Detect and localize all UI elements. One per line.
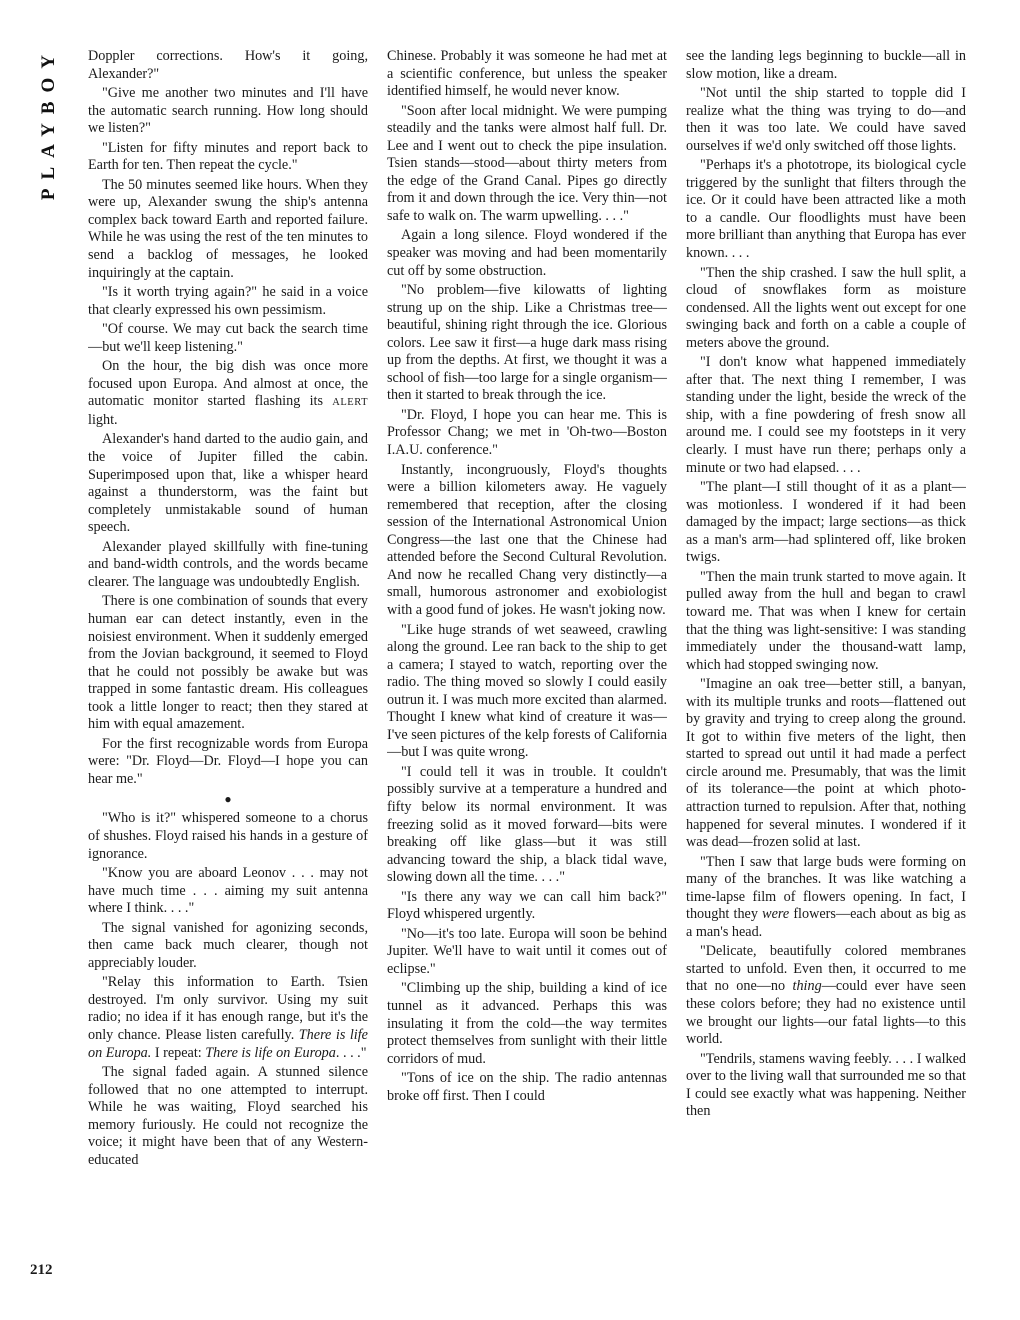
paragraph: "Tendrils, stamens waving feebly. . . . I walked over to the living wall that surrounded me so that I could see exactly what was happening. Neither then (686, 1050, 966, 1120)
paragraph: "I could tell it was in trouble. It couldn't possibly survive at a temperature a hundred and fifty below its normal environment. It was freezing solid as it moved forward—bits were breaking off like glass—but it was still advancing toward the ship, a black tidal wave, slowing down all the time. . . ." (387, 763, 667, 886)
paragraph: "No—it's too late. Europa will soon be behind Jupiter. We'll have to wait until it comes out of eclipse." (387, 925, 667, 977)
text-run: "Then I saw that large buds were forming on many of the branches. It was like watching a time-lapse film of flowers opening. In fact, I thought they (686, 853, 966, 923)
paragraph: "The plant—I still thought of it as a plant—was motionless. I wondered if it had been damaged by the impact; large sections—as thick as a man's arm—had splintered off, like broken twigs. (686, 479, 966, 566)
paragraph: For the first recognizable words from Europa were: "Dr. Floyd—Dr. Floyd—I hope you can hear me." (88, 735, 368, 787)
paragraph: "Imagine an oak tree—better still, a banyan, with its multiple trunks and roots—flattened out by gravity and trying to creep along the ground. It got to within five meters of the light, then started to spread out until it had made a perfect circle around me. Presumably, that was the limit of its tolerance—the point at which photo-attraction turned to repulsion. After that, nothing happened for several minutes. I wondered if it was dead—frozen solid at last. (686, 676, 966, 851)
italic-text: were (762, 906, 790, 923)
paragraph (88, 974, 368, 1062)
paragraph (686, 943, 966, 1048)
paragraph: The 50 minutes seemed like hours. When they were up, Alexander swung the ship's antenna complex back toward Earth and reported failure. While he was using the rest of the ten minutes to send a backlog of messages, he looked inquiringly at the captain. (88, 176, 368, 281)
paragraph: Alexander's hand darted to the audio gain, and the voice of Jupiter filled the cabin. Superimposed upon that, like a whisper heard against a thunderstorm, was the faint but completely unmistakable sound of human speech. (88, 431, 368, 536)
paragraph: "I don't know what happened immediately after that. The next thing I remember, I was standing under the light, beside the wreck of the ship, with a fine powdering of fresh snow all around me. I could see my footsteps in it very clearly. I must have run there; perhaps only a minute or two had elapsed. . . . (686, 354, 966, 476)
text-column-2 (387, 48, 667, 1298)
paragraph: "Soon after local midnight. We were pumping steadily and the tanks were almost half full. Dr. Lee and I went out to check the pipe insulation. Tsien stands—stood—about thirty meters from the edge of the Grand Canal. Pipes go directly from it and down through the ice. Very thin—not safe to walk on. The warm upwelling. . . ." (387, 102, 667, 224)
text-run: "Delicate, beautifully colored membranes started to unfold. Even then, it occurred to me that no one—no (686, 943, 966, 995)
paragraph: "Who is it?" whispered someone to a chorus of shushes. Floyd raised his hands in a gesture of ignorance. (88, 810, 368, 862)
paragraph: "Give me another two minutes and I'll have the automatic search running. How long should we listen?" (88, 85, 368, 137)
paragraph: "Like huge strands of wet seaweed, crawling along the ground. Lee ran back to the ship to get a camera; I stayed to watch, reporting over the radio. The thing moved so slowly I could easily outrun it. I was much more excited than alarmed. Thought I knew what kind of creature it was—I've seen pictures of the kelp forests of California—but I was quite wrong. (387, 621, 667, 761)
alert-small-caps: ALERT (332, 397, 368, 409)
paragraph: "Perhaps it's a phototrope, its biological cycle triggered by the sunlight that filters through the ice. Or it could have been attracted like a moth to a candle. Our floodlights must have been more brilliant than anything that Europa has ever known. . . . (686, 157, 966, 262)
paragraph (88, 358, 368, 429)
text-column-3 (686, 48, 966, 1298)
text-run: "Relay this information to Earth. Tsien destroyed. I'm only survivor. Using my suit radio; no idea if it has enough range, but it's the only chance. Please listen carefully. (88, 974, 368, 1043)
paragraph: "Know you are aboard Leonov . . . may not have much time . . . aiming my suit antenna where I think. . . ." (88, 865, 368, 917)
text-run: light. (88, 411, 118, 428)
text-column-1 (88, 48, 368, 1298)
section-break-bullet: ● (224, 792, 232, 807)
paragraph: "Climbing up the ship, building a kind of ice tunnel as it advanced. Perhaps this was insulating it from the cold—the way termites protect themselves from sunlight with their little corridors of mud. (387, 980, 667, 1067)
paragraph: Doppler corrections. How's it going, Alexander?" (88, 48, 368, 82)
paragraph: The signal vanished for agonizing seconds, then came back much clearer, though not appreciably louder. (88, 919, 368, 971)
paragraph: see the landing legs beginning to buckle—all in slow motion, like a dream. (686, 48, 966, 82)
paragraph: "Tons of ice on the ship. The radio antennas broke off first. Then I could (387, 1070, 667, 1104)
paragraph (686, 854, 966, 942)
paragraph: "Of course. We may cut back the search time—but we'll keep listening." (88, 321, 368, 355)
italic-text: There is life on Europa. (88, 1026, 368, 1061)
paragraph: "Dr. Floyd, I hope you can hear me. This is Professor Chang; we met in 'Oh-two—Boston I.A.U. conference." (387, 406, 667, 459)
text-run: . . . ." (335, 1044, 367, 1061)
text-run: I repeat: (151, 1044, 206, 1061)
paragraph: "No problem—five kilowatts of lighting strung up on the ship. Like a Christmas tree—beautiful, shining right through the ice. Glorious colors. Lee saw it first—a huge dark mass rising up from the depths. At first, we thought it was a school of fish—too large for a single organism—then it started to break through the ice. (387, 282, 667, 404)
paragraph: "Then the ship crashed. I saw the hull split, a cloud of snowflakes form as moisture condensed. All the lights went out except for one swinging back and forth on a cable a couple of meters above the ground. (686, 264, 966, 351)
text-run: On the hour, the big dish was once more focused upon Europa. And almost at once, the automatic monitor started flashing its (88, 358, 368, 410)
page-number: 212 (30, 1262, 53, 1278)
paragraph: "Listen for fifty minutes and report back to Earth for ten. Then repeat the cycle." (88, 139, 368, 174)
italic-text: There is life on Europa (205, 1044, 336, 1061)
paragraph: The signal faded again. A stunned silence followed that no one attempted to interrupt. While he was waiting, Floyd searched his memory furiously. He could not recognize the voice; it might have been that of any Western-educated (88, 1064, 368, 1168)
italic-text: thing (792, 978, 822, 995)
paragraph: "Then the main trunk started to move again. It pulled away from the hull and began to crawl toward me. That was when I knew for certain that the thing was light-sensitive: I was standing immediately under the thousand-watt lamp, which had stopped swinging now. (686, 568, 966, 673)
paragraph: "Is it worth trying again?" he said in a voice that clearly expressed his own pessimism. (88, 284, 368, 318)
text-run: —could ever have seen these colors before; they had no existence until we brought our lights—our fatal lights—to this world. (686, 978, 966, 1048)
magazine-masthead: PLAYBOY (38, 46, 59, 201)
paragraph: Again a long silence. Floyd wondered if the speaker was moving and had been momentarily cut off by some obstruction. (387, 227, 667, 279)
paragraph: Instantly, incongruously, Floyd's thoughts were a billion kilometers away. He vaguely remembered that reception, after the closing session of the International Astronomical Union Congress—the last one that the Chinese had attended before the Second Cultural Revolution. And now he recalled Chang very distinctly—a small, humorous astronomer and exobiologist with a good fund of jokes. He wasn't joking now. (387, 461, 667, 618)
paragraph: There is one combination of sounds that every human ear can detect instantly, even in the noisiest environment. When it suddenly emerged from the Jovian background, it seemed to Floyd that he could not possibly be awake but was trapped in some fantastic dream. His colleagues took a little longer to react; then they stared at him with equal amazement. (88, 593, 368, 733)
paragraph: "Is there any way we can call him back?" Floyd whispered urgently. (387, 888, 667, 923)
paragraph: "Not until the ship started to topple did I realize what the thing was trying to do—and then it was too late. We could have saved ourselves if we'd only switched off those lights. (686, 85, 966, 154)
text-run: flowers—each about as big as a man's head. (686, 906, 966, 940)
paragraph: Chinese. Probably it was someone he had met at a scientific conference, but unless the speaker identified himself, he would never know. (387, 48, 667, 100)
paragraph: Alexander played skillfully with fine-tuning and band-width controls, and the words became clearer. The language was undoubtedly English. (88, 538, 368, 590)
